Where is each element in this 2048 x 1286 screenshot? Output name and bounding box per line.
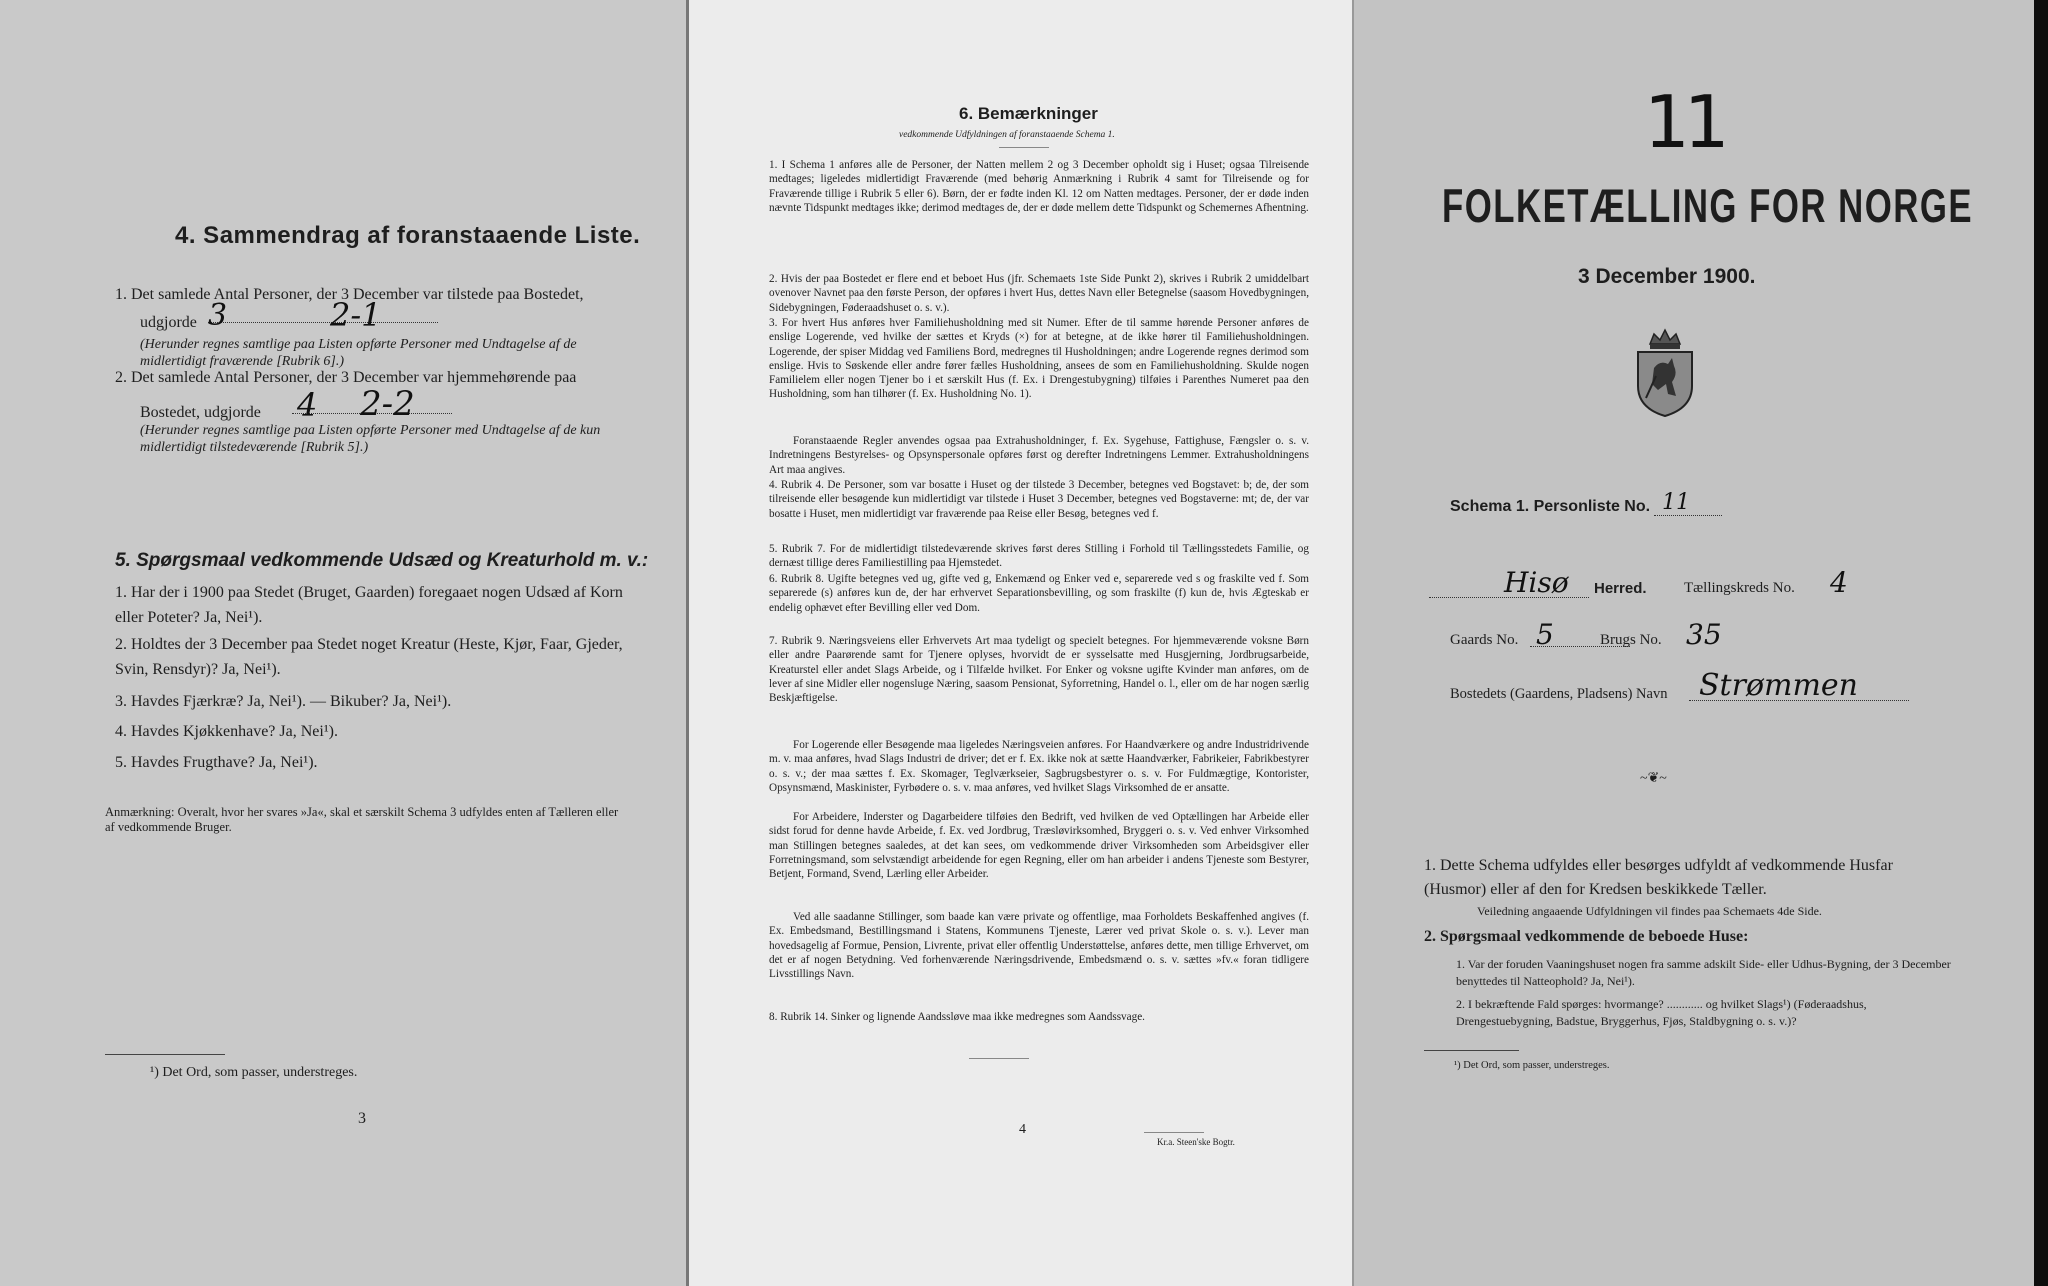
s5-q1: 1. Har der i 1900 paa Stedet (Bruget, Gaarden) foregaaet nogen Udsæd af Korn eller Poteter? Ja, Nei¹).	[115, 584, 623, 626]
printer-rule	[1144, 1132, 1204, 1133]
instruction-2: 2. Spørgsmaal vedkommende de beboede Huse:	[1424, 928, 1749, 945]
end-rule	[969, 1058, 1029, 1059]
ornament: ~❦~	[1640, 771, 1667, 786]
remarks-subtitle: vedkommende Udfyldningen af foranstaaende Schema 1.	[899, 130, 1115, 140]
s5-q4: 4. Havdes Kjøkkenhave? Ja, Nei¹).	[115, 723, 338, 740]
remark-7d: Ved alle saadanne Stillinger, som baade kan være private og offentlige, maa Forholdets Beskaffenhed angives (f. Ex. Embedsmand, Bestillingsmand i Statens, Kommunens Tjeneste, Lærer ved privat Skole o. s. v.). Lever man hovedsagelig af Formue, Pension, Livrente, privat eller offentlig Understøttelse, anføres dette, men tillige Erhvervet, om det er af nogen Betydning. Ved forhenværende Næringsdrivende, Embedsmænd o. s. v. sættes »fv.« foran tidligere Livsstillings Navn.	[769, 911, 1309, 981]
anmaerkning: Anmærkning: Overalt, hvor her svares »Ja«, skal et særskilt Schema 3 udfyldes enten af Tælleren eller af vedkommende Bruger.	[105, 805, 619, 834]
brugs-label: Brugs No.	[1600, 632, 1662, 648]
instruction-1: 1. Dette Schema udfyldes eller besørges udfyldt af vedkommende Husfar (Husmor) eller af den for Kredsen beskikkede Tæller.	[1424, 857, 1893, 898]
q1-note: (Herunder regnes samtlige paa Listen opførte Personer med Undtagelse af de midlertidigt fraværende [Rubrik 6].)	[140, 337, 577, 369]
instruction-2-q1: 1. Var der foruden Vaaningshuset nogen fra samme adskilt Side- eller Udhus-Bygning, der 3 December benyttedes til Natteophold? Ja, Nei¹).	[1456, 957, 1951, 988]
q2-hand-breakdown: 2-2	[360, 384, 415, 424]
remark-7c: For Arbeidere, Inderster og Dagarbeidere tilføies den Bedrift, ved hvilken de ved Optællingen har Arbeide eller sidst forud for denne havde Arbeide, f. Ex. ved Jordbrug, Træsløvirksomhed, Bryggeri o. s. v. Ved enhver Virksomhed man Stillingen betegnes saaledes, at det kan sees, om vedkommende driver Virksomheden som Arbeidsgiver eller Forretningsmand, som selvstændigt arbeidende for egen Regning, eller om han arbeider i andens Tjeneste som Bestyrer, Betjent, Formand, Svend, Lærling eller Arbeider.	[769, 811, 1309, 881]
s5-q5: 5. Havdes Frugthave? Ja, Nei¹).	[115, 754, 318, 771]
section5-title: 5. Spørgsmaal vedkommende Udsæd og Kreaturhold m. v.:	[115, 550, 649, 571]
kreds-label: Tællingskreds No.	[1684, 580, 1795, 596]
remark-1: 1. I Schema 1 anføres alle de Personer, der Natten mellem 2 og 3 December opholdt sig i Huset; ogsaa Tilreisende medtages; ligeledes midlertidigt Fraværende (med behørig Anmærkning i Rubrik 4 samt for Tilreisende og for Fraværende tillige i Rubrik 5 eller 6). Børn, der er fødte inden Kl. 12 om Natten medtages. Personer, der er døde inden nævnte Tidspunkt medtages ikke; derimod medtages de, der er døde mellem dette Tidspunkt og Schemernes Afhentning.	[769, 159, 1309, 214]
left-page	[0, 0, 686, 1286]
footnote-rule	[1424, 1050, 1519, 1051]
page-number: 3	[358, 1110, 366, 1127]
remark-7: 7. Rubrik 9. Næringsveiens eller Erhvervets Art maa tydeligt og specielt betegnes. For hjemmeværende voksne Børn eller andre Paarørende samt for Tjenere oplyses, hvorvidt de er sysselsatte med Husgjerning, Jordbrugsarbeide, Kreaturstel eller andet Slags Arbeide, og i Tilfælde hvilket. For Enker og voksne ugifte Kvinder man anføres, om de lever af sine Midler eller nogensluge Næring, saasom Pensionat, Syforretning, Handel o. l., eller om de har nogen særlig Beskjæftigelse.	[769, 635, 1309, 705]
remark-4: 4. Rubrik 4. De Personer, som var bosatte i Huset og der tilstede 3 December, betegnes ved Bogstavet: b; de, der som tilreisende eller besøgende kun midlertidigt var tilstede i Huset 3 December, betegnes ved Bogstaverne: mt; de, der var bosatte i Huset, men midlertidigt var fraværende paa Reise eller Besøg, betegnes ved f.	[769, 479, 1309, 520]
q1-text: 1. Det samlede Antal Personer, der 3 December var tilstede paa Bostedet,	[115, 286, 584, 303]
herred-value: Hisø	[1504, 566, 1569, 599]
schema-dotted-line	[1654, 515, 1722, 516]
kreds-value: 4	[1830, 566, 1848, 599]
remark-7b: For Logerende eller Besøgende maa ligeledes Næringsveien anføres. For Haandværkere og andre Industridrivende m. v. maa anføres, hvad Slags Industri de driver; det er f. Ex. ikke nok at sætte Haandværker, Fabrikeier, Fabrikbestyrer o. s. v.; der maa sættes f. Ex. Skomager, Teglværkseier, Sagbrugsbestyrer o. s. v. For Fuldmægtige, Kontorister, Opsynsmænd, Maskinister, Fyrbødere o. s. v. maa anføres, ved hvilket Slags Virksomhed de er ansatte.	[769, 739, 1309, 794]
instruction-1-note: Veiledning angaaende Udfyldningen vil findes paa Schemaets 4de Side.	[1477, 904, 1822, 918]
hand-number: 11	[1644, 80, 1724, 164]
q1-hand-breakdown: 2-1	[330, 296, 382, 334]
gaards-value: 5	[1536, 618, 1554, 651]
section4-title: 4. Sammendrag af foranstaaende Liste.	[175, 222, 641, 249]
bosted-label: Bostedets (Gaardens, Pladsens) Navn	[1450, 686, 1668, 702]
instruction-2-q2: 2. I bekræftende Fald spørges: hvormange? ............ og hvilket Slags¹) (Føderaadshus, Drengestuebygning, Badstue, Bryggerhus, Fjøs, Staldbygning o. s. v.)?	[1456, 997, 1867, 1028]
s5-q2: 2. Holdtes der 3 December paa Stedet noget Kreatur (Heste, Kjør, Faar, Gjeder, Svin, Rensdyr)? Ja, Nei¹).	[115, 636, 623, 678]
remark-2: 2. Hvis der paa Bostedet er flere end et beboet Hus (jfr. Schemaets 1ste Side Punkt 2), skrives i Rubrik 2 umiddelbart ovenover Navnet paa den første Person, der opføres i hvert Hus, dettes Navn eller Betegnelse (saasom Hovedbygningen, Sidebygningen, Føderaadshuset o. s. v.).	[769, 273, 1309, 314]
remark-5: 5. Rubrik 7. For de midlertidigt tilstedeværende skrives først deres Stilling i Forhold til Tællingsstedets Familie, og dernæst tillige deres Familiestilling paa Hjemstedet.	[769, 543, 1309, 570]
q1-udgjorde: udgjorde	[140, 314, 197, 331]
title-rule	[999, 147, 1049, 148]
bosted-value: Strømmen	[1699, 668, 1858, 703]
schema-number: 11	[1662, 490, 1690, 515]
page-number: 4	[1019, 1122, 1026, 1137]
remarks-title: 6. Bemærkninger	[959, 104, 1098, 123]
remark-3: 3. For hvert Hus anføres hver Familiehusholdning med sit Numer. Efter de til samme hørende Personer anføres de enslige Logerende, ved hvilke der sættes et Kryds (×) for at betegne, at de ikke hører til Familiehusholdningen. Logerende, der spiser Middag ved Familiens Bord, medregnes til Husholdningen; andre Logerende regnes derimod som enslige. Hvis to Søskende eller andre fører fælles Husholdning, ansees de som en Familiehusholdning. Skulde nogen Familielem eller nogen Tjener bo i et særskilt Hus (f. Ex. i Drengestubygning) tilføies i Parenthes Numeret paa den Husholdning, som han tilhører (f. Ex. Husholdning No. 1).	[769, 317, 1309, 401]
q1-value: 3	[208, 298, 228, 333]
remark-8: 8. Rubrik 14. Sinker og lignende Aandssløve maa ikke medregnes som Aandssvage.	[769, 1011, 1145, 1023]
q1-dotted-line	[208, 322, 438, 323]
coat-of-arms-icon	[1632, 326, 1698, 418]
footnote: ¹) Det Ord, som passer, understreges.	[1454, 1060, 1610, 1071]
q2-value: 4	[297, 386, 318, 424]
footnote-rule	[105, 1054, 225, 1055]
q2-note: (Herunder regnes samtlige paa Listen opførte Personer med Undtagelse af de kun midlertidigt tilstedeværende [Rubrik 5].)	[140, 423, 601, 455]
remark-6: 6. Rubrik 8. Ugifte betegnes ved ug, gifte ved g, Enkemænd og Enker ved e, separerede ved s og fraskilte ved f. Som separerede (s) anføres kun de, der har erhvervet Separationsbevilling, og som fraskilte (f) kun de, hvis Ægteskab er endelig ophævet efter Bevilling eller ved Dom.	[769, 573, 1309, 614]
q2-bostedet: Bostedet, udgjorde	[140, 404, 261, 421]
middle-page	[686, 0, 1354, 1286]
printer: Kr.a. Steen'ske Bogtr.	[1157, 1137, 1235, 1147]
census-title: FOLKETÆLLING FOR NORGE	[1442, 179, 1974, 232]
right-page	[1354, 0, 2034, 1286]
gaards-label: Gaards No.	[1450, 632, 1519, 648]
remark-3b: Foranstaaende Regler anvendes ogsaa paa Extrahusholdninger, f. Ex. Sygehuse, Fattighuse, Fængsler o. s. v. Indretningens Bestyrelses- og Opsynspersonale opføres først og derefter Indretningens Lemmer. Extrahusholdningens Art maa angives.	[769, 435, 1309, 476]
census-date: 3 December 1900.	[1578, 265, 1756, 288]
herred-label: Herred.	[1594, 580, 1647, 597]
brugs-value: 35	[1686, 618, 1722, 651]
s5-q3: 3. Havdes Fjærkræ? Ja, Nei¹). — Bikuber? Ja, Nei¹).	[115, 693, 452, 710]
schema-label: Schema 1. Personliste No.	[1450, 498, 1651, 515]
footnote: ¹) Det Ord, som passer, understreges.	[150, 1065, 358, 1080]
q2-text: 2. Det samlede Antal Personer, der 3 December var hjemmehørende paa	[115, 369, 577, 386]
